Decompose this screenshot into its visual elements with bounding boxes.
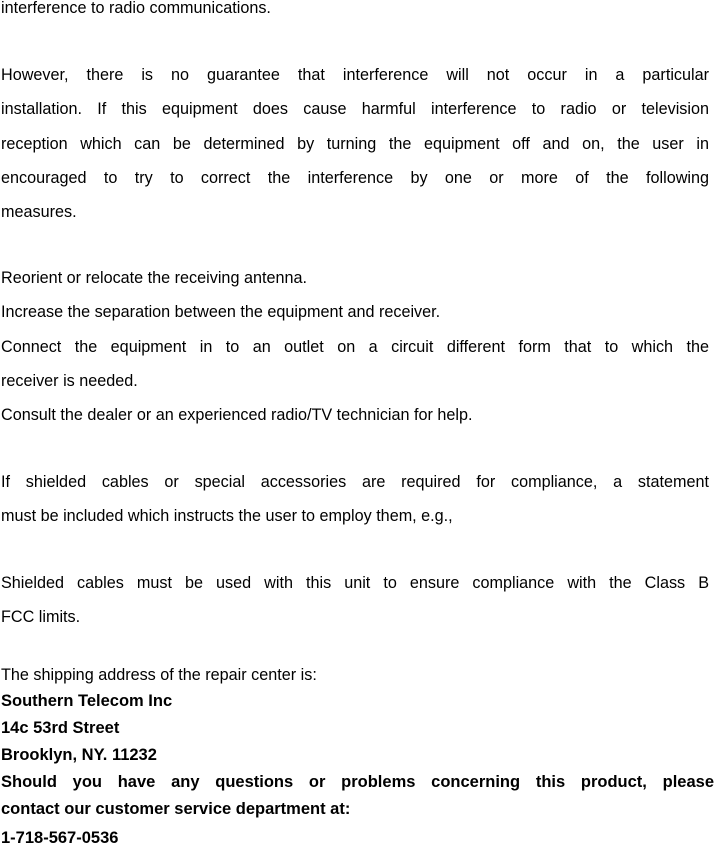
shielded-statement-line-1: If shielded cables or special accessories are required for compliance, a statement [1,473,709,491]
measure-reorient: Reorient or relocate the receiving antenna. [1,269,307,287]
however-line-5: measures. [1,203,77,221]
however-line-2: installation. If this equipment does cause harmful interference to radio or television [1,100,709,118]
street-address: 14c 53rd Street [1,719,120,737]
however-line-1: However, there is no guarantee that interference will not occur in a particular [1,66,709,84]
shielded-example-line-2: FCC limits. [1,608,81,626]
phone-number: 1-718-567-0536 [1,829,119,847]
shipping-intro: The shipping address of the repair center is: [1,666,317,684]
questions-line-1: Should you have any questions or problems concerning this product, please [1,773,714,791]
measure-consult: Consult the dealer or an experienced radio/TV technician for help. [1,406,473,424]
shielded-statement-line-2: must be included which instructs the user to employ them, e.g., [1,507,453,525]
however-line-4: encouraged to try to correct the interference by one or more of the following [1,169,709,187]
intro-tail-text: interference to radio communications. [1,0,271,17]
measure-outlet-line-2: receiver is needed. [1,372,138,390]
questions-line-2: contact our customer service department at: [1,800,351,818]
measure-outlet-line-1: Connect the equipment in to an outlet on a circuit different form that to which the [1,338,709,356]
shielded-example-line-1: Shielded cables must be used with this unit to ensure compliance with the Class B [1,574,709,592]
company-name: Southern Telecom Inc [1,692,173,710]
however-line-3: reception which can be determined by turning the equipment off and on, the user in [1,135,709,153]
measure-separation: Increase the separation between the equipment and receiver. [1,303,441,321]
city-address: Brooklyn, NY. 11232 [1,746,157,764]
